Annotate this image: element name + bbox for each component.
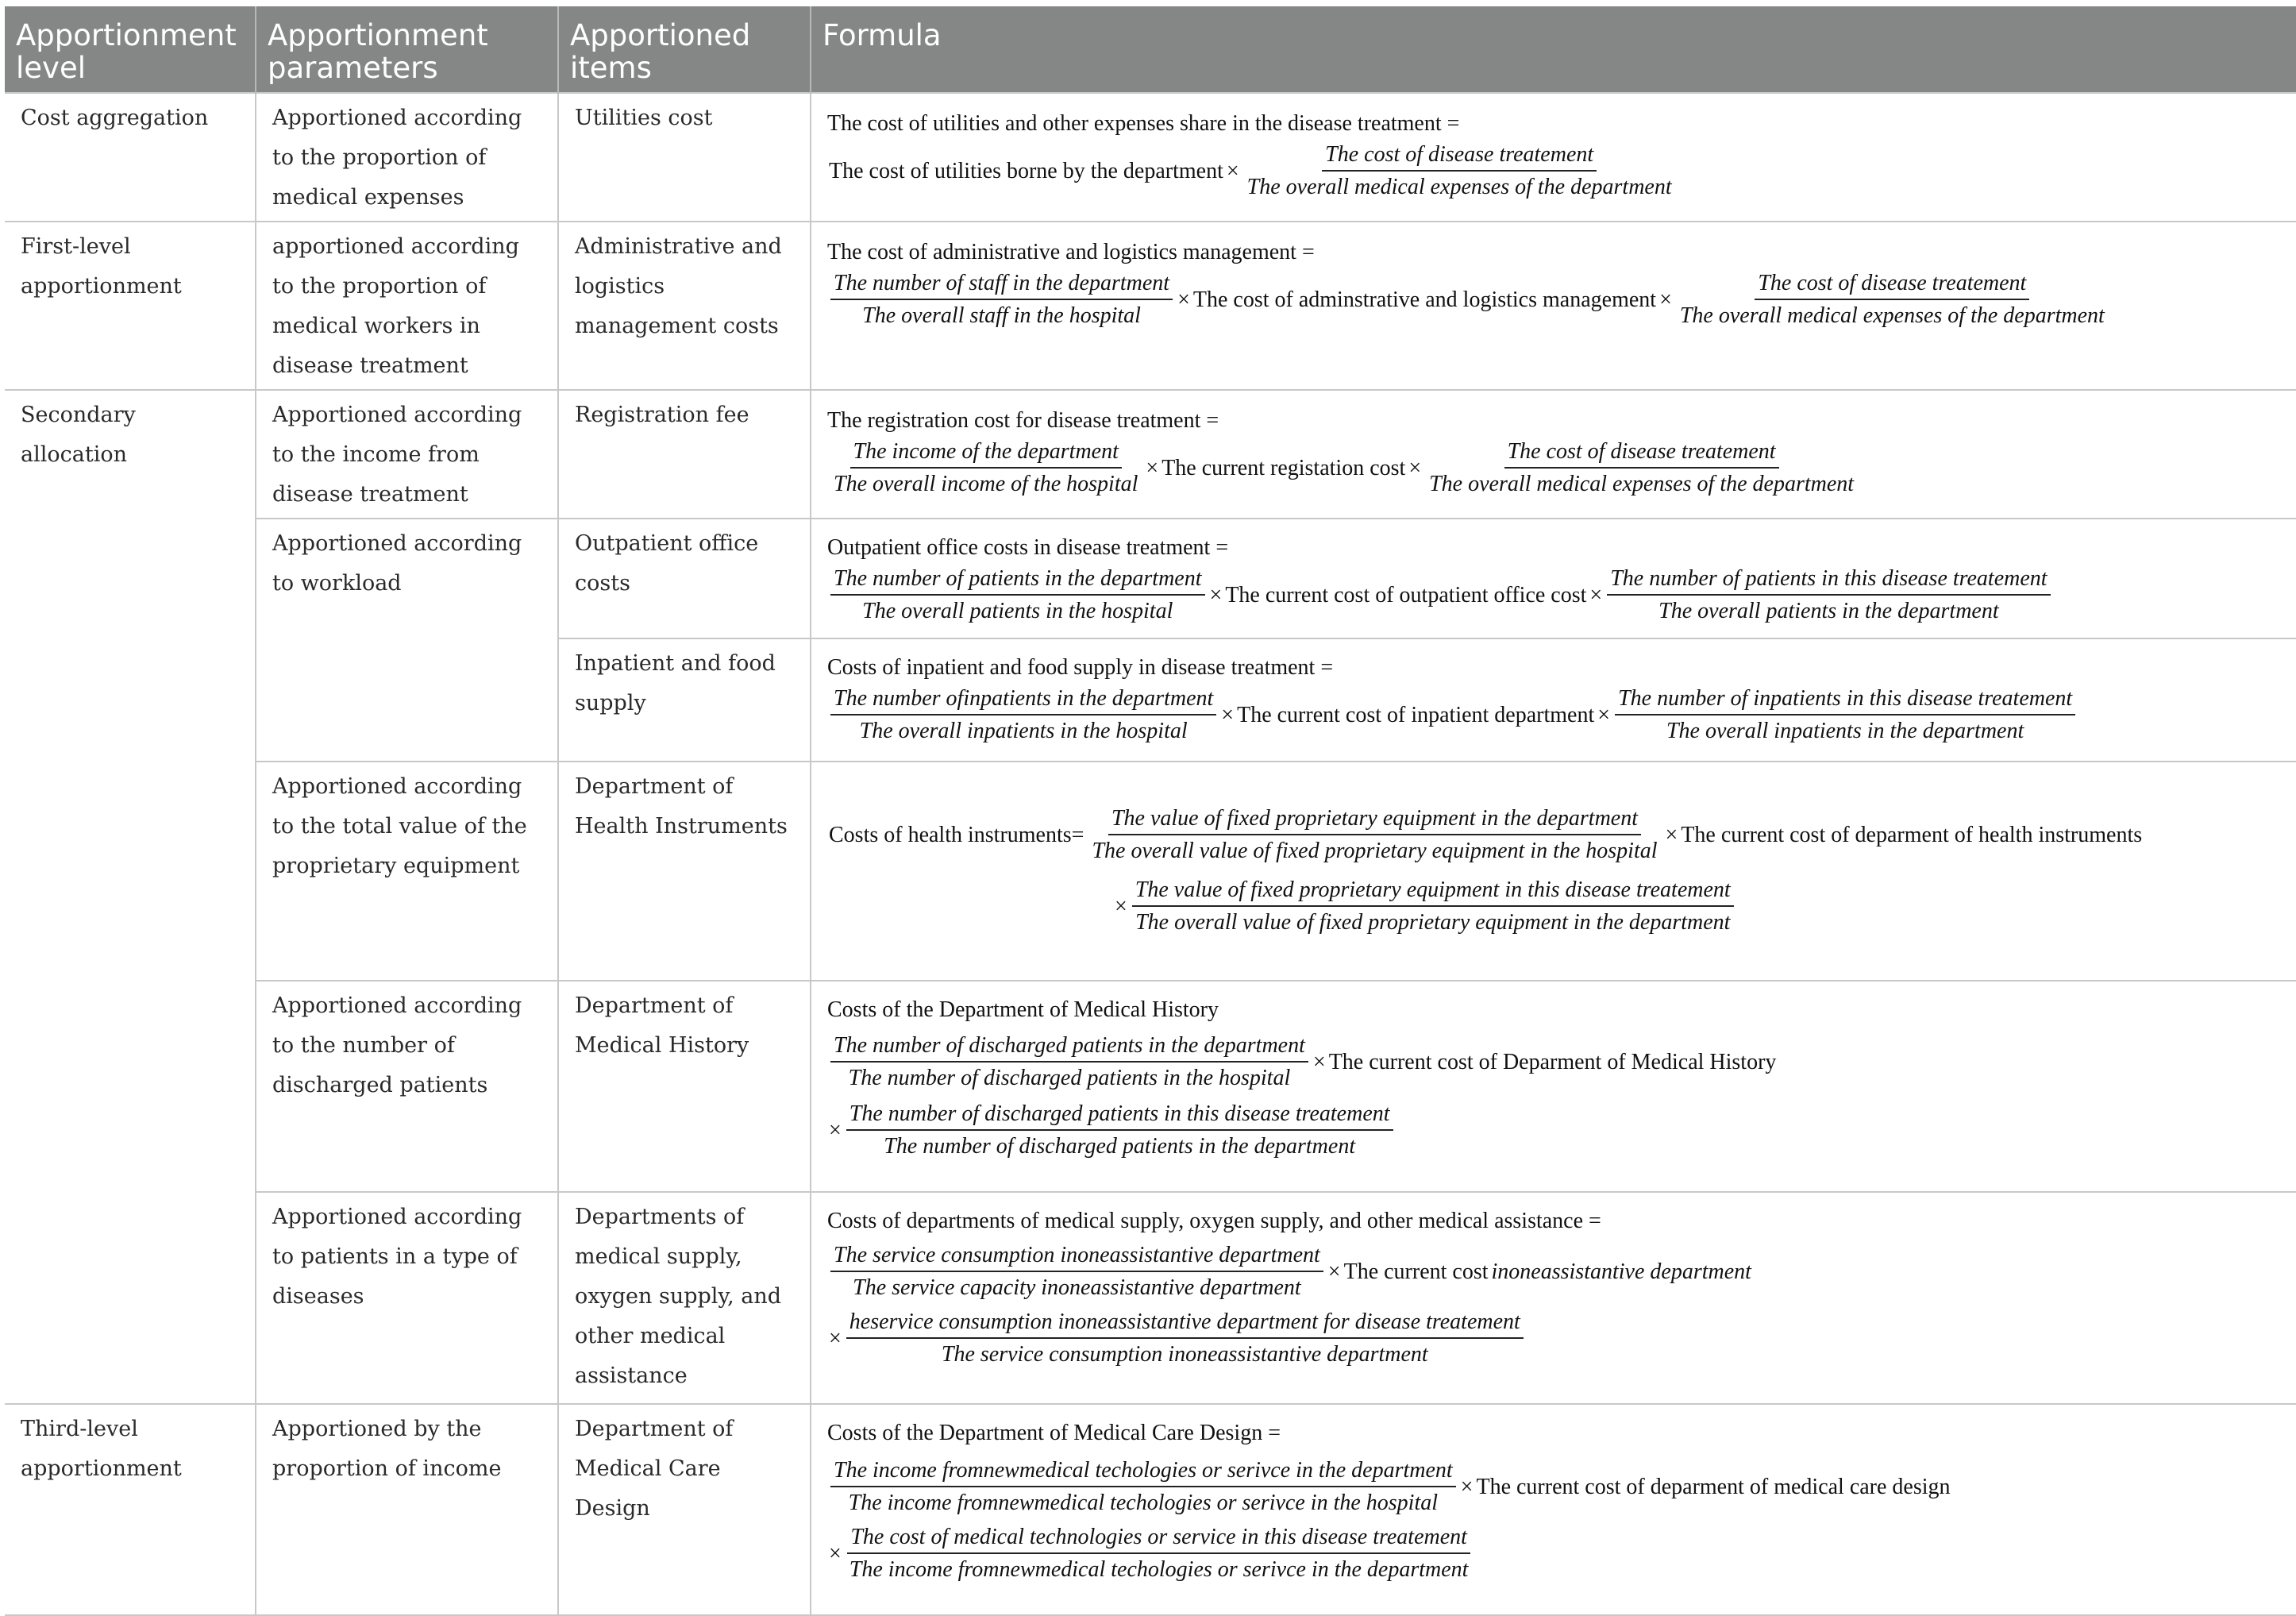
formula-fraction bbox=[830, 1031, 1308, 1094]
fraction-denominator: The service capacity inoneassistantive department bbox=[853, 1275, 1301, 1300]
table-row bbox=[5, 1404, 2296, 1615]
cell-level: Secondary allocation bbox=[5, 390, 256, 1404]
formula-line bbox=[827, 1099, 2280, 1163]
times-symbol: × bbox=[829, 1118, 842, 1143]
formula-title: Outpatient office costs in disease treatment = bbox=[827, 535, 1229, 560]
fraction-numerator: The cost of disease treatement bbox=[1755, 268, 2029, 300]
formula-title: Costs of health instruments= bbox=[829, 823, 1084, 847]
formula-text-italic: inoneassistantive department bbox=[1491, 1259, 1751, 1284]
cell-parameter: Apportioned according to the total value of the proprietary equipment bbox=[256, 762, 558, 981]
cell-formula bbox=[811, 981, 2296, 1192]
cell-item: Administrative and logistics management costs bbox=[558, 222, 811, 390]
fraction-numerator: The number of discharged patients in this disease treatement bbox=[846, 1099, 1393, 1131]
times-symbol: × bbox=[1146, 456, 1159, 480]
formula-title: The registration cost for disease treatment = bbox=[827, 408, 1219, 433]
fraction-numerator: The value of fixed proprietary equipment in this disease treatement bbox=[1132, 875, 1734, 907]
header-items: Apportioned items bbox=[558, 6, 811, 93]
formula-line bbox=[827, 1522, 2280, 1586]
cell-formula bbox=[811, 93, 2296, 222]
fraction-numerator: The number of staff in the department bbox=[830, 268, 1173, 300]
cell-item: Department of Health Instruments bbox=[558, 762, 811, 981]
table-row bbox=[5, 1192, 2296, 1404]
table-row bbox=[5, 981, 2296, 1192]
table-row bbox=[5, 390, 2296, 519]
fraction-denominator: The overall value of fixed proprietary equipment in the hospital bbox=[1092, 839, 1658, 863]
formula-line bbox=[827, 437, 2280, 500]
cell-formula bbox=[811, 1192, 2296, 1404]
times-symbol: × bbox=[1115, 894, 1127, 919]
formula-line bbox=[827, 1031, 2280, 1094]
cell-item: Department of Medical Care Design bbox=[558, 1404, 811, 1615]
formula-text: The cost of utilities borne by the department bbox=[829, 159, 1223, 183]
fraction-numerator: The value of fixed proprietary equipment in the department bbox=[1108, 804, 1641, 835]
fraction-denominator: The income fromnewmedical techologies or serivce in the hospital bbox=[848, 1491, 1439, 1515]
formula-fraction bbox=[1426, 437, 1857, 500]
formula-title: Costs of departments of medical supply, oxygen supply, and other medical assistance = bbox=[827, 1209, 1601, 1233]
formula-fraction bbox=[1677, 268, 2108, 332]
times-symbol: × bbox=[829, 1326, 842, 1351]
fraction-numerator: The cost of disease treatement bbox=[1322, 140, 1597, 172]
fraction-numerator: The income of the department bbox=[850, 437, 1122, 469]
fraction-numerator: The service consumption inoneassistantive department bbox=[830, 1240, 1323, 1272]
times-symbol: × bbox=[1665, 823, 1678, 847]
formula-line bbox=[827, 804, 2280, 867]
fraction-denominator: The overall staff in the hospital bbox=[862, 303, 1141, 328]
formula-fraction bbox=[830, 437, 1141, 500]
fraction-denominator: The overall value of fixed proprietary equipment in the department bbox=[1135, 910, 1731, 935]
table-row bbox=[5, 93, 2296, 222]
formula-title: The cost of administrative and logistics management = bbox=[827, 240, 1315, 264]
formula-text: The current cost of deparment of health instruments bbox=[1681, 823, 2143, 847]
formula-fraction bbox=[846, 1522, 1472, 1586]
formula-text: The cost of adminstrative and logistics management bbox=[1192, 287, 1657, 312]
times-symbol: × bbox=[1408, 456, 1422, 480]
fraction-numerator: The number of patients in this disease treatement bbox=[1607, 564, 2050, 596]
cell-formula bbox=[811, 762, 2296, 981]
formula-line bbox=[827, 1240, 2280, 1304]
table-header-row bbox=[5, 6, 2296, 93]
fraction-denominator: The overall medical expenses of the department bbox=[1429, 472, 1855, 496]
formula-fraction bbox=[830, 1456, 1456, 1519]
apportionment-table-container bbox=[5, 6, 2296, 1616]
cell-item: Registration fee bbox=[558, 390, 811, 519]
fraction-numerator: The number of discharged patients in the department bbox=[830, 1031, 1308, 1063]
formula-fraction bbox=[1132, 875, 1734, 939]
fraction-denominator: The overall medical expenses of the department bbox=[1246, 175, 1672, 199]
formula-fraction bbox=[1615, 684, 2075, 747]
formula-title: Costs of the Department of Medical Care Design = bbox=[827, 1421, 1281, 1445]
formula-text: The current cost of Deparment of Medical History bbox=[1328, 1050, 1777, 1074]
fraction-denominator: The overall inpatients in the department bbox=[1666, 719, 2024, 743]
cell-parameter: Apportioned according to workload bbox=[256, 519, 558, 762]
header-parameters: Apportionment parameters bbox=[256, 6, 558, 93]
fraction-numerator: The number of inpatients in this disease treatement bbox=[1615, 684, 2075, 715]
table-row bbox=[5, 222, 2296, 390]
fraction-numerator: The cost of disease treatement bbox=[1504, 437, 1779, 469]
cell-level: Cost aggregation bbox=[5, 93, 256, 222]
cell-parameter: Apportioned according to the proportion of medical expenses bbox=[256, 93, 558, 222]
formula-fraction bbox=[846, 1307, 1524, 1371]
formula-text: The current cost of deparment of medical care design bbox=[1476, 1475, 1951, 1499]
cell-parameter: Apportioned by the proportion of income bbox=[256, 1404, 558, 1615]
cell-formula bbox=[811, 519, 2296, 638]
header-formula: Formula bbox=[811, 6, 2296, 93]
times-symbol: × bbox=[1226, 159, 1239, 183]
fraction-denominator: The number of discharged patients in the department bbox=[884, 1134, 1356, 1159]
cell-item: Inpatient and food supply bbox=[558, 638, 811, 762]
times-symbol: × bbox=[1589, 583, 1603, 607]
cell-parameter: Apportioned according to the income from disease treatment bbox=[256, 390, 558, 519]
formula-fraction bbox=[846, 1099, 1393, 1163]
formula-text: The current cost of outpatient office cost bbox=[1225, 583, 1587, 607]
cell-parameter: Apportioned according to patients in a type of diseases bbox=[256, 1192, 558, 1404]
cell-parameter: apportioned according to the proportion of medical workers in disease treatment bbox=[256, 222, 558, 390]
formula-text: The current cost bbox=[1343, 1259, 1489, 1284]
times-symbol: × bbox=[1659, 287, 1672, 312]
times-symbol: × bbox=[1221, 703, 1235, 727]
fraction-numerator: The number ofinpatients in the department bbox=[830, 684, 1216, 715]
fraction-numerator: The income fromnewmedical techologies or serivce in the department bbox=[830, 1456, 1456, 1487]
formula-line bbox=[827, 684, 2280, 747]
formula-line bbox=[827, 140, 2280, 203]
apportionment-table bbox=[5, 6, 2296, 1616]
cell-item: Departments of medical supply, oxygen supply, and other medical assistance bbox=[558, 1192, 811, 1404]
fraction-numerator: The cost of medical technologies or service in this disease treatement bbox=[847, 1522, 1470, 1554]
cell-item: Department of Medical History bbox=[558, 981, 811, 1192]
cell-level: First-level apportionment bbox=[5, 222, 256, 390]
cell-item: Utilities cost bbox=[558, 93, 811, 222]
fraction-denominator: The income fromnewmedical techologies or serivce in the department bbox=[849, 1557, 1469, 1582]
formula-fraction bbox=[1088, 804, 1660, 867]
cell-formula bbox=[811, 222, 2296, 390]
fraction-numerator: heservice consumption inoneassistantive department for disease treatement bbox=[846, 1307, 1524, 1339]
cell-parameter: Apportioned according to the number of discharged patients bbox=[256, 981, 558, 1192]
formula-text: The current cost of inpatient department bbox=[1237, 703, 1595, 727]
formula-fraction bbox=[830, 268, 1173, 332]
cell-formula bbox=[811, 390, 2296, 519]
formula-title: The cost of utilities and other expenses share in the disease treatment = bbox=[827, 111, 1460, 136]
times-symbol: × bbox=[1312, 1050, 1326, 1074]
formula-line bbox=[827, 875, 2280, 939]
formula-fraction bbox=[830, 684, 1216, 747]
formula-line bbox=[827, 1456, 2280, 1519]
times-symbol: × bbox=[1460, 1475, 1474, 1499]
cell-formula bbox=[811, 638, 2296, 762]
cell-level: Third-level apportionment bbox=[5, 1404, 256, 1615]
formula-line bbox=[827, 268, 2280, 332]
times-symbol: × bbox=[1597, 703, 1611, 727]
formula-title: Costs of the Department of Medical History bbox=[827, 997, 1219, 1022]
fraction-denominator: The number of discharged patients in the hospital bbox=[848, 1066, 1291, 1090]
fraction-denominator: The overall medical expenses of the department bbox=[1679, 303, 2105, 328]
formula-line bbox=[827, 1307, 2280, 1371]
times-symbol: × bbox=[829, 1541, 842, 1566]
fraction-denominator: The service consumption inoneassistantive department bbox=[941, 1342, 1428, 1367]
formula-fraction bbox=[830, 564, 1205, 627]
times-symbol: × bbox=[1209, 583, 1223, 607]
formula-title: Costs of inpatient and food supply in disease treatment = bbox=[827, 655, 1334, 680]
formula-text: The current registation cost bbox=[1161, 456, 1406, 480]
formula-line bbox=[827, 564, 2280, 627]
times-symbol: × bbox=[1327, 1259, 1341, 1284]
formula-fraction bbox=[830, 1240, 1323, 1304]
fraction-denominator: The overall inpatients in the hospital bbox=[859, 719, 1188, 743]
fraction-denominator: The overall patients in the department bbox=[1658, 599, 1999, 623]
table-row bbox=[5, 762, 2296, 981]
fraction-numerator: The number of patients in the department bbox=[830, 564, 1205, 596]
times-symbol: × bbox=[1177, 287, 1190, 312]
fraction-denominator: The overall income of the hospital bbox=[834, 472, 1138, 496]
fraction-denominator: The overall patients in the hospital bbox=[862, 599, 1173, 623]
formula-fraction bbox=[1244, 140, 1675, 203]
cell-item: Outpatient office costs bbox=[558, 519, 811, 638]
header-level: Apportionment level bbox=[5, 6, 256, 93]
formula-fraction bbox=[1607, 564, 2050, 627]
cell-formula bbox=[811, 1404, 2296, 1615]
table-row bbox=[5, 519, 2296, 638]
